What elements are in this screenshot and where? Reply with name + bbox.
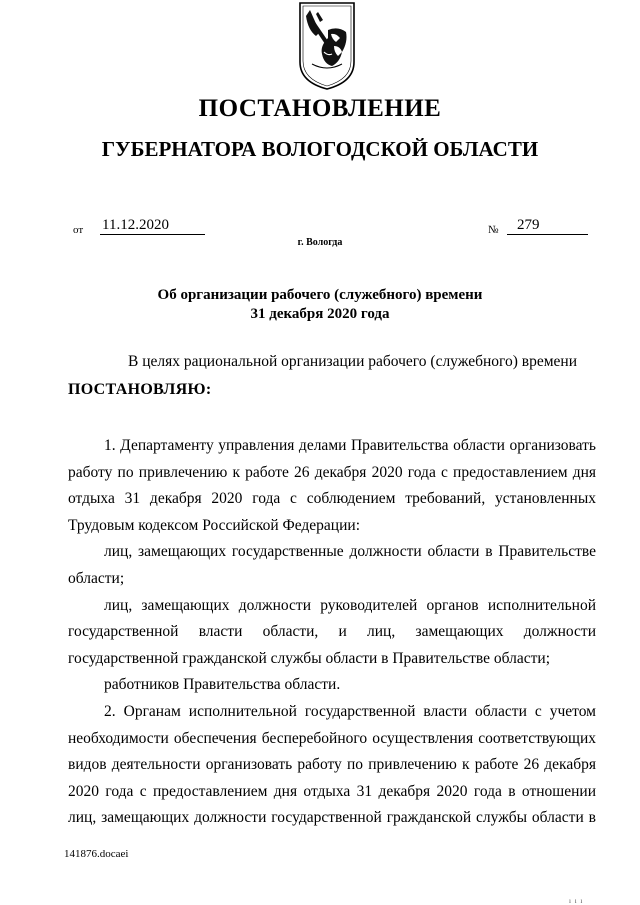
document-date: 11.12.2020 <box>100 217 205 235</box>
preamble: В целях рациональной организации рабочего (служебного) времени <box>128 353 578 370</box>
issuer-title: ГУБЕРНАТОРА ВОЛОГОДСКОЙ ОБЛАСТИ <box>101 137 539 161</box>
paragraph-2: лиц, замещающих государственные должности области в Правительстве области; <box>68 543 596 587</box>
document-type-title: ПОСТАНОВЛЕНИЕ <box>198 95 442 122</box>
paragraph-1: 1. Департаменту управления делами Правительства области организовать работу по привлечению к работе 26 декабря 2020 года с предоставлением дня отдыха 31 декабря 2020 года с соблюдением требований, установленных Трудовым кодексом Российской Федерации: <box>68 437 596 534</box>
document-number: 279 <box>507 217 588 235</box>
document-body <box>68 433 596 832</box>
document-code: 141876.docaei <box>64 848 129 860</box>
paragraph-4: работников Правительства области. <box>104 676 341 694</box>
subject-line-1: Об организации рабочего (служебного) времени <box>157 287 483 303</box>
city-label: г. Вологда <box>297 237 343 248</box>
corner-mark: ı ı ı <box>569 897 584 905</box>
decree-word: ПОСТАНОВЛЯЮ: <box>68 381 212 398</box>
paragraph-3: лиц, замещающих должности руководителей органов исполнительной государственной власти области, и лиц, замещающих должности государственной гражданской службы области в Правительстве области; <box>68 596 596 667</box>
number-label: № <box>488 224 499 236</box>
date-label: от <box>73 224 84 236</box>
vologda-coat-of-arms-icon <box>298 2 356 90</box>
paragraph-5: 2. Органам исполнительной государственной власти области с учетом необходимости обеспечения бесперебойного осуществления соответствующих видов деятельности организовать работу по привлечению к работе 26 декабря 2020 года с предоставлением дня отдыха 31 декабря 2020 года в отношении лиц, замещающих должности государственной гражданской службы области в <box>68 702 596 827</box>
subject-line-2: 31 декабря 2020 года <box>250 306 390 322</box>
document-subject <box>0 286 640 324</box>
